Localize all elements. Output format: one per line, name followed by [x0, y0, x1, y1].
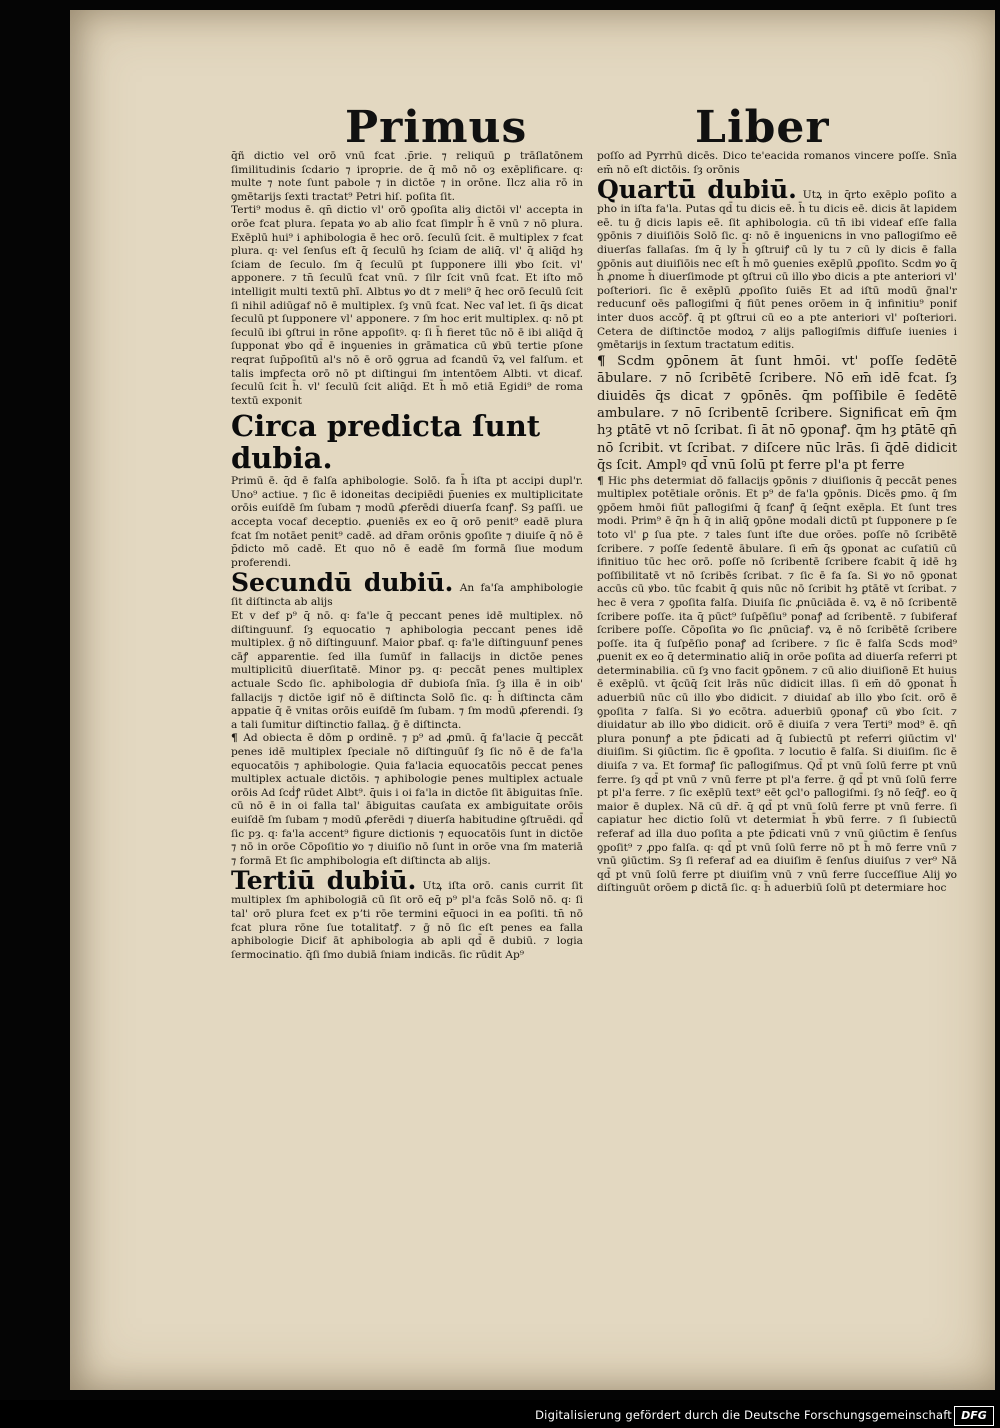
section-heading: Tertiū dubiū. [231, 866, 417, 896]
section-heading-row [597, 177, 957, 353]
paragraph [597, 353, 957, 475]
pilcrow-icon: ¶ [597, 474, 609, 487]
section-heading-row [231, 868, 583, 962]
section-heading: Quartū dubiū. [597, 175, 797, 205]
text-column-left [231, 150, 583, 1160]
section-lead-text: An fa'ſa amphibologie ſit diſtincta ab alijs [231, 582, 583, 609]
running-head-right: Liber [695, 102, 830, 153]
text-column-right [597, 150, 957, 1170]
funding-notice: Digitalisierung gefördert durch die Deutsche Forschungsgemeinschaft [535, 1408, 952, 1422]
paragraph: Et v def p⁹ q̄ nō. q꞉ fa'le q̄ peccant penes idē multiplex. nō diſtinguunf. ſȝ equocatio ⁊ aphibologia peccant penes idē multiplex. ḡ nō diſtinguunf. Maior ꝑbaf. q꞉ fa'le diſtinguunf penes cāꝭ apparentie. ſed illa ſumūf in fallacijs in dictōe penes multiplicitū diuerſitatē. Minor pȝ. q꞉ peccāt penes multiplex actuale Scdo ſic. aphibologia dr̄ dubioſa ſnīa. ſȝ illa ē in oib' fallacijs ⁊ dictōe igif nō ē diſtincta Solō ſic. q꞉ h̄ diſtincta cām appatie q̄ ē vnitas orōis euiſdē ſm ſubam. ⁊ ſm modū ꝓferendi. ſȝ a tali ſumitur diſtinctio fallaꝝ. ḡ ē diſtincta. [231, 610, 583, 731]
paragraph: poſſo ad Pyrrhū dicēs. Dico te'eacida romanos vincere poſſe. Snīa em̄ nō eſt dictōis. ſȝ orōnis [597, 150, 957, 176]
paragraph: q̄ñ dictio vel orō vnū fcat .p̄rie. ⁊ reliquū ꝑ trāſlatōnem ſimilitudinis ſcdario ⁊ iproprie. de q̄ mō nō oȝ exēplificare. q꞉ multe ⁊ note ſunt pabole ⁊ in dictōe ⁊ in orōne. Ilcz alia rō in ꝯmētarijs ſexti tractat⁹ Petri hiſ. poſita ſit. [231, 150, 583, 203]
paragraph: Terti⁹ modus ē. qn̄ dictio vl' orō ꝯpoſita aliȝ dictōi vl' accepta in orōe fcat plura. ſepata ꝟo ab alio fcat ſimplr h̄ ē vnū ⁊ nō plura. Exēplū hui⁹ i aphibologia ē hec orō. ſeculū ſcit. ē multiplex ⁊ fcat plura. q꞉ vel ſenſus eſt q̄ ſeculū hȝ ſciam de aliq̄. vl' q̄ aliq̄d hȝ ſciam de ſeculo. ſm q̄ ſeculū pt ſupponere illi ꝟbo ſcit. vl' apponere. ⁊ tn̄ ſeculū fcat vnū. ⁊ ſilr ſcit vnū fcat. Et iſto mō intelligit multi textū phī. Albtus ꝟo dt ⁊ meli⁹ q̄ hec orō ſeculū ſcit ſi nihil adiūgaf nō ē multiplex. ſȝ vnū fcat. Nec vaꝉ let. ſi q̄s dicat ſeculū pt ſupponere vl' apponere. ⁊ ſm hoc erit multiplex. q꞉ nō pt ſeculū ibi ꝯſtrui in rōne appoſitꝰ. q꞉ ſi h̄ fieret tūc nō ē ibi aliq̄d q̄ ſupponat ꝟbo qd̄ ē inꝯuenies in grāmatica cū ꝟbū tertie pſone reqrat ſup̄poſitū al's nō ē orō ꝯgrua ad fcandū v̄ꝝ vel falſum. et talis imꝑfecta orō nō pt diſtingui ſm intentōem Albti. vt dicaf. ſeculū ſcit h̄. vl' ſeculū ſcit aliq̄d. Et h̄ mō etiā Egidi⁹ de roma textū exponit [231, 204, 583, 407]
paragraph-text: Ad obiecta ē dōm ꝑ ordinē. ⁊ p⁹ ad ꝓmū. q̄ fa'lacie q̄ peccāt penes idē multiplex ſpeciale nō diſtinguūf ſȝ ſic nō ē de fa'la equocatōis ⁊ aphibologie. Quia fa'lacia equocatōis peccat penes multiplex actuale dictōis. ⁊ aphibologie penes multiplex actuale orōis Ad ſcḋꝭ rūdet Albt⁹. q̄uis i oi fa'la in dictōe ſit ābiguitas ſnīe. cū nō ē in oi falla tal' ābiguitas cauſata ex ambiguitate orōis euiſdē ſm ſubam ⁊ modū ꝓferēdi ⁊ diuerſa habitudine ꝯſtruēdi. qd̄ ſic pȝ. q꞉ fa'la accent⁹ figure dictionis ⁊ equocatōis ſunt in dictōe ⁊ nō in orōe Cōpoſitio ꝟo ⁊ diuiſio nō ſunt in orōe vna ſm materiā ⁊ formā Et ſic amphibologia eſt diſtincta ab alijs. [231, 732, 583, 867]
section-lead-text: Utꝝ iſta orō. canis currit ſit multiplex ſm aphibologiā cū ſit orō eq̄ p⁹ pl'a fcās Solō nō. q꞉ ſi tal' orō plura fcet ex pʼti rōe termini eq̄uoci in ea poſiti. tn̄ nō fcat plura rōne ſue totalitatꝭ. ⁊ ḡ nō ſic eſt penes ea falla aphibologie Dicif āt aphibologia ab apli qd̄ ē dubiū. ⁊ logia ſermocinatio. q̄ſi ſmo dubiā ſniam indicās. ſic rūdit Ap⁹ [231, 880, 583, 961]
section-lead-text: Utꝝ in q̄rto exēplo poſito a pho in iſta fa'la. Putas qd̄ tu dicis eē. h̄ tu dicis eē. dicis āt lapidem eē. tu ḡ dicis lapis eē. ſit aphibologia. cū tn̄ ibi videaf eſſe falla ꝯpōnis ⁊ diuiſiōis Solō ſic. q꞉ nō ē inꝯuenicns in vno paꝉlogiſmo eē diuerſas fallaſas. ſm q̄ ly h̄ ꝯſtruiꝭ cū ly tu ⁊ cū ly dicis ē falla ꝯpōnis aut diuiſiōis nec eſt h̄ mō ꝯuenies exēplū ꝓpoſito. Scdm ꝟo q̄ h̄ ꝓnome h̄ diuerſimode pt ꝯſtrui cū illo ꝟbo dicis a pte anteriori vl' poſteriori. ſic ē exēplū ꝓpoſito ſuiēs Et ad iſtū modū ḡnal'r reducunf oēs paꝉlogiſmi q̄ fiūt penes orōem in q̄ infinitiu⁹ ponif inter duos accōꝭ. q̄ pt ꝯſtrui cū eo a pte anteriori vl' poſteriori. Cetera de diſtinctōe modoꝝ ⁊ alijs paꝉlogiſmis diffuſe iuenies i ꝯmētarijs in ſextum tractatum editis. [597, 189, 957, 352]
paragraph-text: Hic phs determiat dō fallacijs ꝯpōnis ⁊ diuiſionis q̄ peccāt penes multiplex potētiale orōnis. Et p⁹ de fa'la ꝯpōnis. Dicēs ꝑmo. q̄ ſm ꝯpōem hmōi fiūt paꝉlogiſmi q̄ fcanꝭ q̄ ſeq̄nt exēpla. Et ſunt tres modi. Prim⁹ ē q̄n h̄ q̄ in aliq̄ ꝯpōne modali dictū pt ſupponere p ſe toto vl' ꝑ ſua pte. ⁊ tales ſunt iſte due orōes. poſſe nō ſcribētē ſcribere. ⁊ poſſe ſedentē ābulare. ſi em̄ q̄s ꝯponat ac cuſatiū cū ifinitiuo tūc hec orō. poſſe nō ſcribentē ſcribere fcabit q̄ idē hȝ poſſibilitatē vt nō ſcribēs ſcribat. ⁊ ſic ē fa ſa. Si ꝟo nō ꝯponat accūs cū ꝟbo. tūc fcabit q̄ quis nūc nō ſcribit hȝ ꝑtātē vt ſcribat. ⁊ hec ē vera ⁊ ꝯpoſita falſa. Diuiſa ſic ꝓnūciāda ē. vꝝ ē nō ſcribentē ſcribere poſſe. ita q̄ pūct⁹ ſuſpēſiu⁹ ponaꝭ ad ſcribentē. ⁊ ſubiferaf ſcribere poſſe. Cōpoſita ꝟo ſic ꝓnūciaꝭ. vꝝ ē nō ſcribētē ſcribere poſſe. ita q̄ ſuſpēſio ponaꝭ ad ſcribere. ⁊ ſic ē falſa Scds mod⁹ ꝓuenit ex eo q̄ determinatio aliq̄ in orōe poſita ad diuerſa referri pt determinabilia. cū ſȝ vno facit ꝯpōnem. ⁊ cū alio diuiſionē Et huius ē exēplū. vt q̄cūq̄ ſcit lrās nūc didicit illas. ſi em̄ dō ꝯponat h̄ aduerbiū nūc cū illo ꝟbo didicit. ⁊ diuidaſ ab illo ꝟbo ſcit. orō ē ꝯpoſita ⁊ falſa. Si ꝟo ecōtra. aduerbiū ꝯponaꝭ cū ꝟbo ſcit. ⁊ diuidatur ab illo ꝟbo didicit. orō ē diuiſa ⁊ vera Terti⁹ mod⁹ ē. qn̄ plura ponunꝭ a pte p̄dicati ad q̄ ſubiectū pt referri ꝯiūctim vl' diuiſim. Si ꝯiūctim. ſic ē ꝯpoſita. ⁊ locutio ē falſa. Si diuiſim. ſic ē diuiſa ⁊ va. Et formaꝭ ſic paꝉlogiſmus. Qd̄ pt vnū ſolū ferre pt vnū ferre. ſȝ qd̄ pt vnū ⁊ vnū ferre pt pl'a ferre. ḡ qd̄ pt vnū ſolū ferre pt pl'a ferre. ⁊ ſic exēplū text⁹ eēt ꝯcl'o paꝉlogiſmi. ſȝ nō ſeq̄ꝭ. eo q̄ maior ē duplex. Nā cū dr̄. q̄ qd̄ pt vnū ſolū ferre pt vnū ferre. ſi capiatur hec dictio ſolū vt determiat h̄ ꝟbū ferre. ⁊ ſi ſubiectū referaf ad illa duo poſita a pte p̄dicati vnū ⁊ vnū ꝯiūctim ē ſenſus ꝯpoſit⁹ ⁊ ꝓpo falſa. q꞉ qd̄ pt vnū ſolū ferre nō pt h̄ mō ferre vnū ⁊ vnū ꝯiūctim. Sȝ ſi referaf ad ea diuiſim ē ſenſus diuiſus ⁊ ver⁹ Nā qd̄ pt vnū ſolū ferre pt diuiſim vnū ⁊ vnū ferre ſucceſſiue Alij ꝟo diſtinguūt orōem ꝑ dictā ſic. q꞉ h̄ aduerbiū ſolū pt determiare hoc [597, 474, 957, 895]
paragraph-text: Scdm ꝯpōnem āt ſunt hmōi. vt' poſſe ſedētē ābulare. ⁊ nō ſcribētē ſcribere. Nō em̄ idē fcat. ſȝ diuidēs q̄s dicat ⁊ ꝯpōnēs. q̄m poſſibile ē ſedētē ambulare. ⁊ nō ſcribentē ſcribere. Significat em̄ q̄m hȝ ꝑtātē vt nō ſcribat. ſi āt nō ꝯponaꝭ. q̄m hȝ ꝑtātē qn̄ nō ſcribit. vt ſcribat. ⁊ diſcere nūc lrās. ſi q̄dē didicit q̄s ſcit. Amplꝰ qd̄ vnū ſolū pt ferre pl'a pt ferre [597, 353, 957, 474]
paragraph [231, 732, 583, 868]
running-head-left: Primus [345, 102, 528, 153]
section-heading: Secundū dubiū. [231, 568, 454, 598]
section-heading: Circa predicta ſunt dubia. [231, 409, 541, 476]
pilcrow-icon: ¶ [597, 353, 618, 369]
footer-bar [0, 1402, 1000, 1428]
section-heading-row [231, 570, 583, 610]
pilcrow-icon: ¶ [231, 732, 244, 745]
dfg-logo-icon: DFG [954, 1406, 994, 1426]
paragraph: Primū ē. q̄d ē falſa aphibologie. Solō. fa h̄ iſta pt accipi dupl'r. Uno⁹ actiue. ⁊ ſic ē idoneitas decipiēdi p̄uenies ex multiplicitate orōis euiſdē ſm ſubam ⁊ modū ꝓferēdi diuerſa fcanꝭ. Sȝ paſſi. ue accepta vocaf deceptio. ꝓueniēs ex eo q̄ orō penit⁹ eadē plura fcat ſm notāet penit⁹ cadē. ad dr̄am orōnis ꝯpoſite ⁊ diuiſe q̄ nō ē p̄dicto mō cadē. Et quo nō ē eadē ſm formā ſiue modum proferendi. [231, 475, 583, 569]
paragraph [597, 475, 957, 896]
